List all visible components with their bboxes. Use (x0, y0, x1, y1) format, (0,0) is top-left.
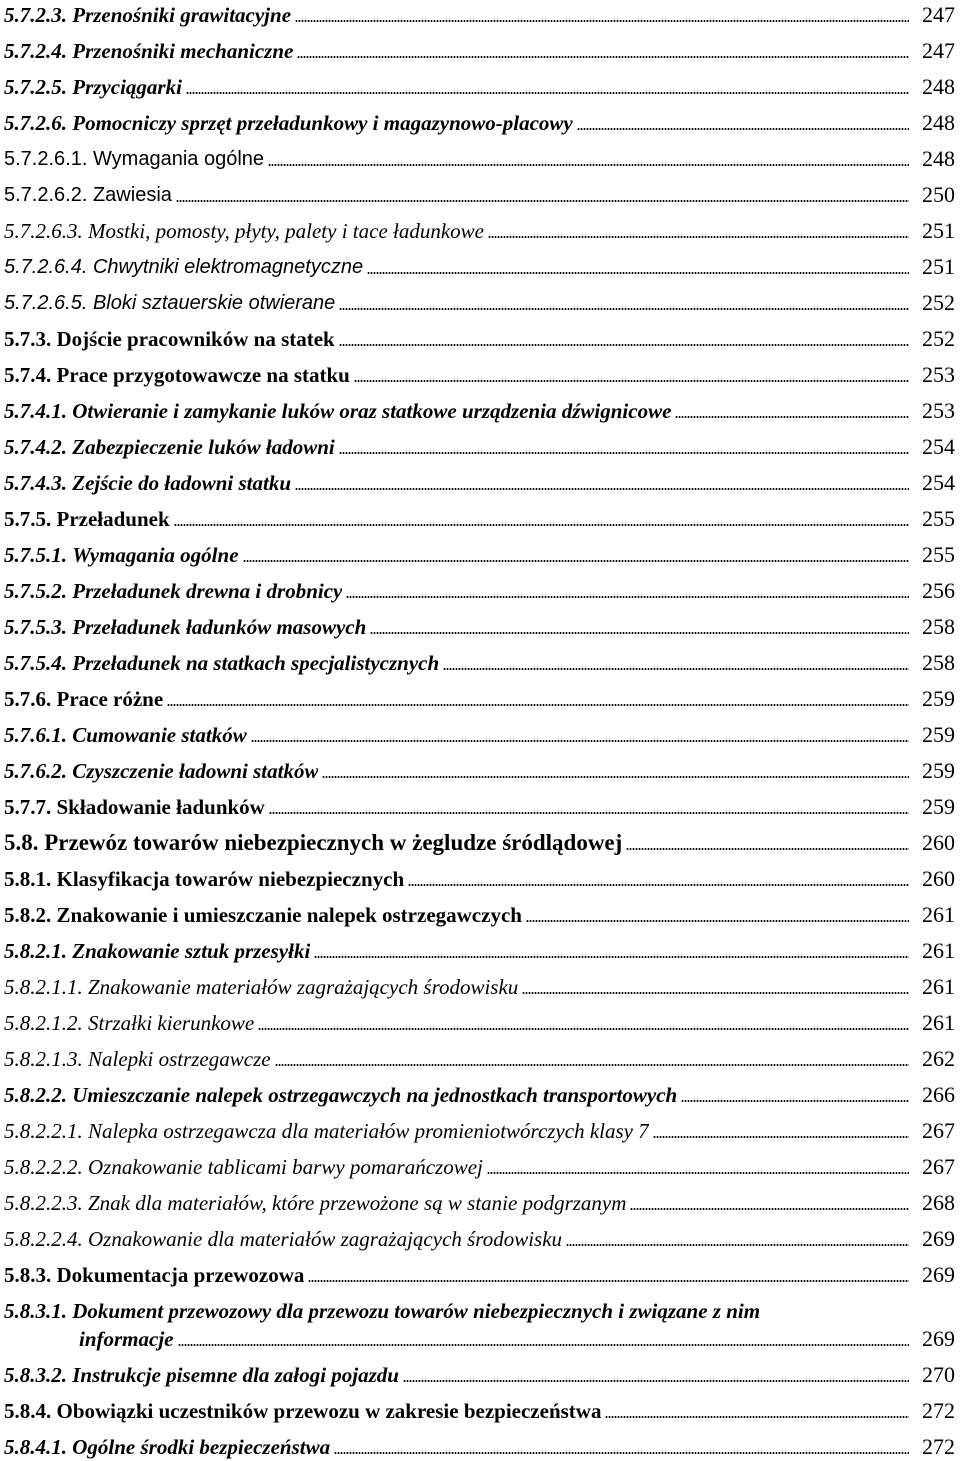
toc-entry-number: 5.7.4. (4, 363, 57, 387)
toc-entry-title: Prace różne (56, 687, 164, 711)
toc-entry-number: 5.8.4.1. (4, 1435, 73, 1459)
toc-entry[interactable] (4, 100, 955, 136)
toc-entry-page-number: 269 (922, 1326, 955, 1351)
toc-entry-page-number: 252 (922, 326, 955, 351)
toc-entry-page-number: 272 (922, 1398, 955, 1423)
toc-entry-title: Umieszczanie nalepek ostrzegawczych na jednostkach transportowych (72, 1083, 678, 1107)
toc-entry-title: Znak dla materiałów, które przewożone są w stanie podgrzanym (88, 1191, 627, 1215)
toc-entry-number: 5.7.6.2. (4, 759, 73, 783)
dot-leader (268, 164, 909, 166)
toc-entry-title: Przeładunek drewna i drobnicy (72, 579, 343, 603)
toc-entry-number: 5.7.4.3. (4, 471, 73, 495)
toc-entry-number: 5.8.2.1. (4, 939, 73, 963)
dot-leader (186, 92, 909, 94)
dot-leader (681, 1100, 909, 1102)
dot-leader (526, 920, 909, 922)
toc-entry-number: 5.8.4. (4, 1399, 57, 1423)
toc-entry[interactable] (4, 1000, 955, 1036)
toc-entry-title: Cumowanie statków (72, 723, 247, 747)
dot-leader (522, 992, 909, 994)
toc-entry-number: 5.7.6.1. (4, 723, 73, 747)
toc-entry-number: 5.8. (4, 830, 45, 855)
toc-entry[interactable] (4, 928, 955, 964)
toc-entry-title: Czyszczenie ładowni statków (72, 759, 319, 783)
toc-entry-number: 5.8.3.2. (4, 1363, 73, 1387)
dot-leader (178, 1344, 910, 1346)
dot-leader (626, 848, 909, 850)
toc-entry-number: 5.7.2.6. (4, 111, 73, 135)
toc-entry[interactable] (4, 136, 955, 172)
dot-leader (487, 1172, 909, 1174)
dot-leader (314, 956, 909, 958)
toc-entry-title: Przeładunek ładunków masowych (72, 615, 367, 639)
toc-entry-title: Zejście do ładowni statku (72, 471, 292, 495)
dot-leader (295, 20, 909, 22)
toc-entry-number: 5.7.2.6.3. (4, 219, 88, 243)
toc-entry-number: 5.8.2. (4, 903, 57, 927)
toc-entry-number: 5.7.2.5. (4, 75, 73, 99)
toc-entry-title: Przyciągarki (72, 75, 182, 99)
dot-leader (577, 128, 909, 130)
toc-entry-number: 5.7.2.6.5. (4, 292, 93, 314)
toc-entry[interactable] (4, 856, 955, 892)
toc-entry[interactable] (4, 1036, 955, 1072)
toc-entry-title: Przenośniki grawitacyjne (72, 3, 292, 27)
toc-entry[interactable] (4, 64, 955, 100)
toc-entry-number: 5.8.2.2.4. (4, 1227, 88, 1251)
toc-entry-title: Strzałki kierunkowe (88, 1011, 255, 1035)
toc-entry-page-number: 258 (922, 650, 955, 675)
dot-leader (251, 740, 909, 742)
toc-entry-page-number: 261 (922, 938, 955, 963)
toc-entry-number: 5.7.7. (4, 795, 57, 819)
toc-entry[interactable] (4, 496, 955, 532)
toc-entry[interactable] (4, 1072, 955, 1108)
toc-entry[interactable] (4, 172, 955, 208)
toc-entry-page-number: 269 (922, 1262, 955, 1287)
dot-leader (408, 884, 909, 886)
toc-entry[interactable] (4, 1352, 955, 1388)
toc-entry-title: Wymagania ogólne (92, 148, 265, 170)
toc-entry-number: 5.7.2.3. (4, 3, 73, 27)
toc-entry-title: Oznakowanie tablicami barwy pomarańczowej (88, 1155, 483, 1179)
toc-entry-title: Zawiesia (92, 184, 172, 206)
toc-entry-title: Nalepka ostrzegawcza dla materiałów promieniotwórczych klasy 7 (88, 1119, 649, 1143)
toc-entry[interactable] (4, 1180, 955, 1216)
dot-leader (354, 380, 909, 382)
toc-entry-title: Przeładunek (56, 507, 170, 531)
dot-leader (295, 488, 909, 490)
toc-entry-number: 5.7.5.4. (4, 651, 73, 675)
toc-entry-title: Nalepki ostrzegawcze (88, 1047, 271, 1071)
toc-entry-page-number: 248 (922, 110, 955, 135)
toc-entry-page-number: 258 (922, 614, 955, 639)
dot-leader (334, 1452, 909, 1454)
toc-entry-page-number: 262 (922, 1046, 955, 1071)
toc-entry-page-number: 272 (922, 1434, 955, 1459)
toc-entry-page-number: 259 (922, 722, 955, 747)
toc-entry[interactable] (4, 280, 955, 316)
dot-leader (488, 236, 909, 238)
toc-entry-number: 5.8.1. (4, 867, 57, 891)
dot-leader (174, 524, 909, 526)
toc-entry[interactable] (4, 424, 955, 460)
dot-leader (675, 416, 909, 418)
toc-entry-title: Znakowanie sztuk przesyłki (72, 939, 311, 963)
dot-leader (367, 272, 909, 274)
toc-entry-number: 5.7.5. (4, 507, 57, 531)
toc-entry-page-number: 254 (922, 470, 955, 495)
toc-entry-page-number: 260 (922, 866, 955, 891)
toc-entry[interactable] (4, 28, 955, 64)
toc-entry-page-number: 248 (922, 146, 955, 171)
dot-leader (566, 1244, 909, 1246)
toc-entry-title: Klasyfikacja towarów niebezpiecznych (56, 867, 405, 891)
dot-leader (269, 812, 909, 814)
toc-entry-page-number: 254 (922, 434, 955, 459)
dot-leader (167, 704, 909, 706)
toc-entry-page-number: 259 (922, 758, 955, 783)
toc-entry-title: Dokument przewozowy dla przewozu towarów niebezpiecznych i związane z nim (72, 1299, 761, 1323)
toc-entry-page-number: 250 (922, 182, 955, 207)
toc-entry[interactable] (4, 820, 955, 856)
dot-leader (339, 344, 909, 346)
toc-entry-number: 5.8.3. (4, 1263, 57, 1287)
toc-entry[interactable] (4, 1424, 955, 1460)
toc-entry-title: Otwieranie i zamykanie luków oraz statkowe urządzenia dźwignicowe (72, 399, 672, 423)
toc-entry-page-number: 266 (922, 1082, 955, 1107)
toc-entry[interactable] (4, 748, 955, 784)
toc-entry-page-number: 261 (922, 902, 955, 927)
toc-entry-page-number: 260 (922, 830, 955, 855)
toc-entry-number: 5.7.6. (4, 687, 57, 711)
toc-entry-page-number: 267 (922, 1118, 955, 1143)
dot-leader (243, 560, 909, 562)
toc-entry[interactable] (4, 784, 955, 820)
toc-entry-page-number: 261 (922, 1010, 955, 1035)
toc-entry-page-number: 255 (922, 542, 955, 567)
dot-leader (297, 56, 909, 58)
toc-entry-title: Obowiązki uczestników przewozu w zakresie bezpieczeństwa (56, 1399, 602, 1423)
toc-entry[interactable] (4, 0, 955, 28)
toc-entry[interactable] (4, 640, 955, 676)
dot-leader (258, 1028, 909, 1030)
toc-entry-title-cont: informacje (79, 1327, 174, 1351)
toc-entry-number: 5.7.5.2. (4, 579, 73, 603)
dot-leader (653, 1136, 909, 1138)
toc-entry[interactable] (4, 892, 955, 928)
toc-entry-title: Bloki sztauerskie otwierane (92, 292, 336, 314)
toc-entry-number: 5.7.4.2. (4, 435, 73, 459)
toc-entry[interactable] (4, 1252, 955, 1288)
toc-entry[interactable] (4, 1144, 955, 1180)
toc-entry-number: 5.7.3. (4, 327, 57, 351)
toc-entry[interactable] (4, 1216, 955, 1252)
toc-entry-number: 5.7.2.6.2. (4, 184, 93, 206)
toc-entry-number: 5.8.2.1.2. (4, 1011, 88, 1035)
dot-leader (339, 452, 909, 454)
dot-leader (403, 1380, 909, 1382)
toc-entry-title: Zabezpieczenie luków ładowni (72, 435, 335, 459)
toc-entry-title: Znakowanie i umieszczanie nalepek ostrzegawczych (56, 903, 522, 927)
dot-leader (275, 1064, 909, 1066)
toc-entry-title: Ogólne środki bezpieczeństwa (72, 1435, 331, 1459)
toc-entry-page-number: 269 (922, 1226, 955, 1251)
toc-entry[interactable] (4, 532, 955, 568)
toc-entry-number: 5.7.2.6.4. (4, 256, 93, 278)
dot-leader (630, 1208, 909, 1210)
toc-entry-page-number: 255 (922, 506, 955, 531)
dot-leader (308, 1280, 909, 1282)
toc-entry-title: Pomocniczy sprzęt przeładunkowy i magazynowo-placowy (72, 111, 573, 135)
toc-entry[interactable] (4, 568, 955, 604)
toc-entry-number: 5.7.5.1. (4, 543, 73, 567)
toc-entry-title: Przenośniki mechaniczne (72, 39, 294, 63)
toc-entry-page-number: 248 (922, 74, 955, 99)
toc-entry[interactable] (4, 316, 955, 352)
toc-entry-title: Znakowanie materiałów zagrażających środowisku (88, 975, 519, 999)
dot-leader (443, 668, 909, 670)
toc-entry-page-number: 247 (922, 2, 955, 27)
toc-entry-number: 5.8.2.2.3. (4, 1191, 88, 1215)
toc-entry-page-number: 251 (922, 254, 955, 279)
toc-entry-title: Chwytniki elektromagnetyczne (92, 256, 364, 278)
toc-entry-title: Instrukcje pisemne dla załogi pojazdu (72, 1363, 399, 1387)
toc-entry[interactable] (4, 208, 955, 244)
toc-entry[interactable] (4, 244, 955, 280)
dot-leader (346, 596, 909, 598)
toc-entry-number: 5.8.2.2.1. (4, 1119, 88, 1143)
toc-entry-page-number: 259 (922, 686, 955, 711)
toc-entry-title: Oznakowanie dla materiałów zagrażających środowisku (88, 1227, 563, 1251)
toc-entry-page-number: 253 (922, 398, 955, 423)
toc-entry[interactable] (4, 964, 955, 1000)
toc-entry-page-number: 267 (922, 1154, 955, 1179)
toc-entry-page-number: 261 (922, 974, 955, 999)
toc-entry-title: Mostki, pomosty, płyty, palety i tace ładunkowe (88, 219, 484, 243)
toc-entry-title: Przeładunek na statkach specjalistycznych (72, 651, 440, 675)
toc-entry[interactable] (4, 676, 955, 712)
toc-entry-title: Dojście pracowników na statek (56, 327, 335, 351)
toc-entry-page-number: 270 (922, 1362, 955, 1387)
toc-entry-title: Wymagania ogólne (72, 543, 239, 567)
toc-entry-number: 5.8.2.1.3. (4, 1047, 88, 1071)
toc-entry-number: 5.7.4.1. (4, 399, 73, 423)
toc-entry-number: 5.7.2.4. (4, 39, 73, 63)
toc-entry-page-number: 256 (922, 578, 955, 603)
toc-entry-page-number: 251 (922, 218, 955, 243)
toc-entry[interactable] (4, 1316, 955, 1352)
toc-entry-number: 5.8.2.2. (4, 1083, 73, 1107)
dot-leader (370, 632, 909, 634)
toc-entry-title: Składowanie ładunków (56, 795, 265, 819)
toc-entry-number: 5.8.3.1. (4, 1299, 67, 1323)
toc-entry-page-number: 259 (922, 794, 955, 819)
dot-leader (339, 308, 909, 310)
toc-entry-page-number: 268 (922, 1190, 955, 1215)
toc-entry[interactable] (4, 604, 955, 640)
toc-entry-title: Przewóz towarów niebezpiecznych w żegludze śródlądowej (44, 830, 623, 855)
dot-leader (605, 1416, 909, 1418)
toc-entry-page-number: 253 (922, 362, 955, 387)
toc-entry-title: Dokumentacja przewozowa (56, 1263, 305, 1287)
dot-leader (322, 776, 909, 778)
toc-entry-number: 5.8.2.1.1. (4, 975, 88, 999)
toc-entry-page-number: 247 (922, 38, 955, 63)
toc-entry[interactable] (4, 1388, 955, 1424)
toc-entry[interactable] (4, 460, 955, 496)
toc-entry-title: Prace przygotowawcze na statku (56, 363, 350, 387)
toc-entry[interactable] (4, 1108, 955, 1144)
toc-entry[interactable] (4, 712, 955, 748)
toc-entry-page-number: 252 (922, 290, 955, 315)
toc-entry[interactable] (4, 388, 955, 424)
toc-entry[interactable] (4, 352, 955, 388)
dot-leader (176, 200, 909, 202)
toc-entry-number: 5.7.5.3. (4, 615, 73, 639)
toc-entry-number: 5.8.2.2.2. (4, 1155, 88, 1179)
toc-entry-number: 5.7.2.6.1. (4, 148, 93, 170)
